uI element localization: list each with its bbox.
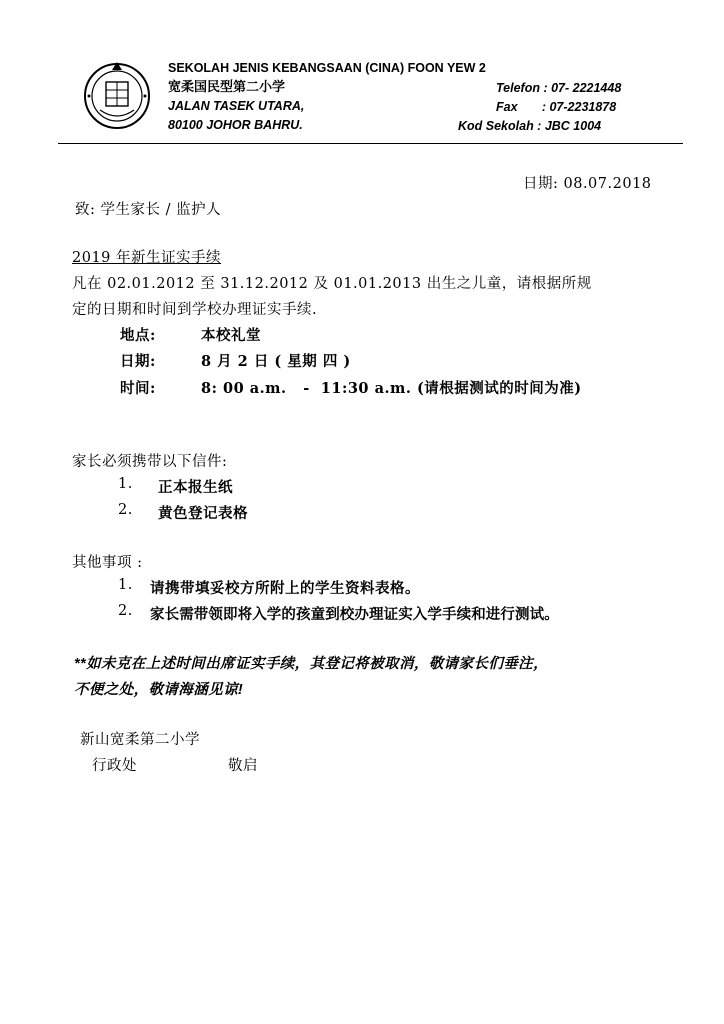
other-item-1-number: 1. [118,577,133,593]
detail-date-label: 日期: [120,353,156,370]
address-line-1: JALAN TASEK UTARA, [168,99,305,113]
detail-venue-value: 本校礼堂 [201,327,261,344]
telephone-number: Telefon : 07- 2221448 [496,81,622,95]
bring-heading: 家长必须携带以下信件: [72,454,228,470]
signoff-office: 行政处 [92,758,137,774]
intro-line-2: 定的日期和时间到学校办理证实手续. [72,302,318,318]
signoff-school: 新山宽柔第二小学 [80,732,200,748]
school-logo [82,60,152,130]
school-name-chinese: 宽柔国民型第二小学 [168,80,286,95]
school-name: SEKOLAH JENIS KEBANGSAAN (CINA) FOON YEW 2 [168,61,486,75]
detail-date-value: 8 月 2 日 ( 星期 四 ) [201,353,351,370]
other-item-2-text: 家长需带领即将入学的孩童到校办理证实入学手续和进行测试。 [150,606,559,623]
other-item-2-number: 2. [118,603,133,619]
intro-line-1: 凡在 02.01.2012 至 31.12.2012 及 01.01.2013 出生之儿童，请根据所规 [72,276,592,292]
detail-time-value: 8: 00 a.m. - 11:30 a.m. (请根据测试的时间为准) [201,380,582,397]
detail-time-label: 时间: [120,380,156,397]
bring-item-2-text: 黄色登记表格 [158,505,248,522]
signoff-closing: 敬启 [228,758,258,774]
bring-item-1-number: 1. [118,476,133,492]
address-line-2: 80100 JOHOR BAHRU. [168,118,303,132]
other-item-1-text: 请携带填妥校方所附上的学生资料表格。 [150,580,420,597]
fax-number: Fax : 07-2231878 [496,100,617,114]
detail-venue-label: 地点: [120,327,156,344]
bring-item-2-number: 2. [118,502,133,518]
other-heading: 其他事项 : [72,555,143,571]
letterhead-divider [58,143,683,144]
bring-item-1-text: 正本报生纸 [158,479,233,496]
important-note-line-2: 不便之处，敬请海涵见谅! [74,682,244,698]
letter-title: 2019 年新生证实手续 [72,250,222,266]
important-note-line-1: **如未克在上述时间出席证实手续，其登记将被取消，敬请家长们垂注， [74,656,548,672]
school-code: Kod Sekolah : JBC 1004 [458,119,602,133]
letter-date: 日期: 08.07.2018 [523,176,652,192]
letter-recipient: 致: 学生家长 / 监护人 [75,202,222,218]
